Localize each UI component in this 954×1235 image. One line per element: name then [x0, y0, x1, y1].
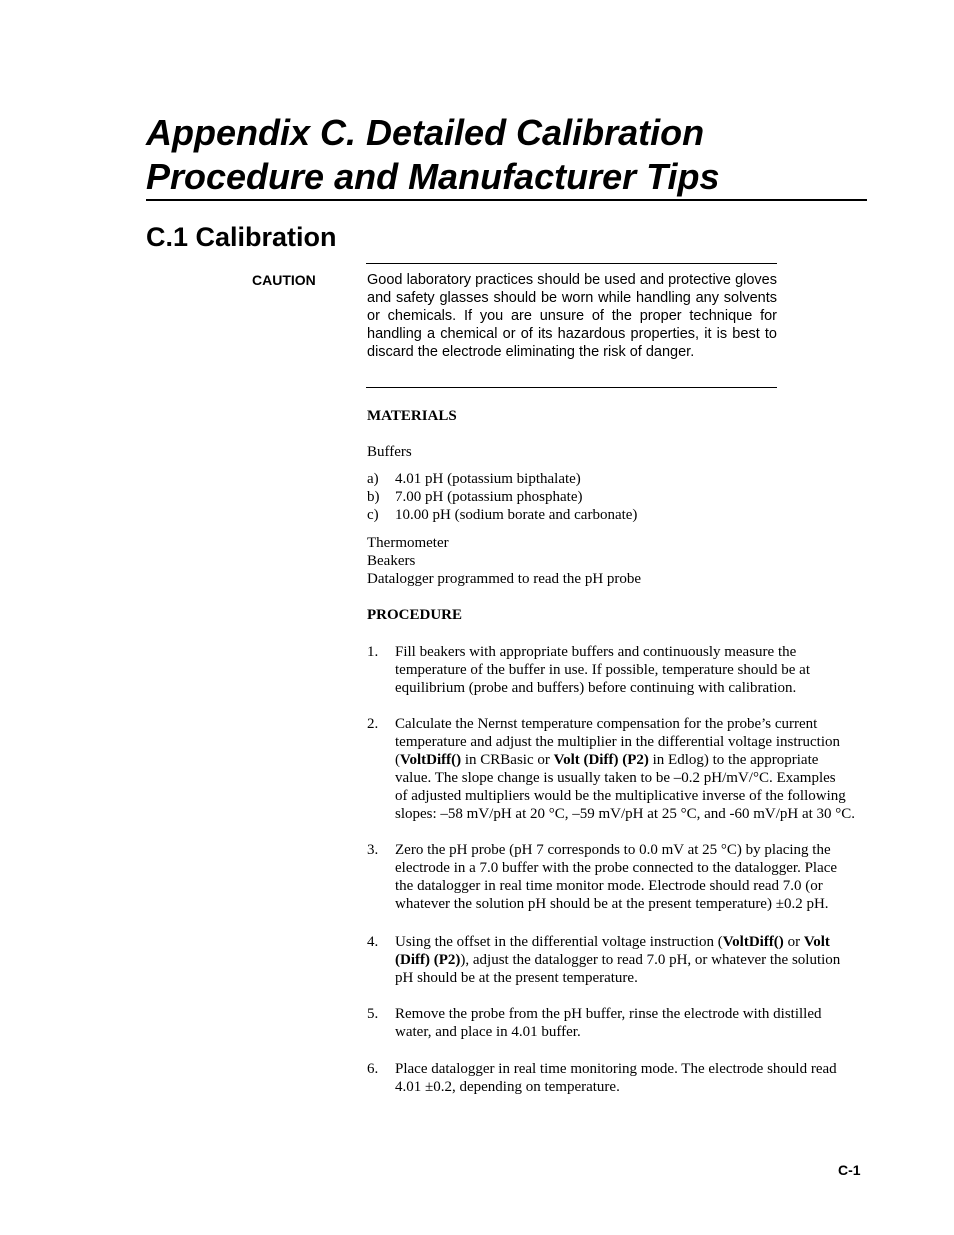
buffers-label: Buffers: [367, 444, 412, 460]
step-text-line: pH should be at the present temperature.: [395, 970, 638, 986]
instruction-voltdiff: VoltDiff(): [400, 752, 462, 768]
appendix-title-line-1: Appendix C. Detailed Calibration: [146, 112, 705, 153]
step-text-line: 4.01 ±0.2, depending on temperature.: [395, 1079, 620, 1095]
instruction-volt: Volt: [803, 934, 830, 950]
text-run: in CRBasic or: [461, 752, 554, 768]
caution-label: CAUTION: [252, 272, 316, 288]
list-item-text: 7.00 pH (potassium phosphate): [395, 489, 583, 505]
step-text-line: slopes: –58 mV/pH at 20 °C, –59 mV/pH at 25 °C, and -60 mV/pH at 30 °C.: [395, 806, 856, 822]
list-item-text: 4.01 pH (potassium bipthalate): [395, 471, 581, 487]
instruction-voltdiff: VoltDiff(): [722, 934, 784, 950]
step-text-line: temperature and adjust the multiplier in the differential voltage instruction: [395, 734, 841, 750]
text-run: Using the offset in the differential voltage instruction (: [395, 934, 723, 950]
other-materials: [367, 534, 877, 588]
step-text-line: water, and place in 4.01 buffer.: [395, 1024, 581, 1040]
step-number: 6.: [367, 1061, 379, 1077]
step-text-line: whatever the solution pH should be at the present temperature) ±0.2 pH.: [395, 896, 829, 912]
text-run: ), adjust the datalogger to read 7.0 pH, or whatever the solution: [460, 952, 841, 968]
procedure-step-5: [367, 1005, 877, 1041]
procedure-step-3: [367, 841, 877, 913]
list-marker: a): [367, 471, 379, 487]
step-text-line: [395, 933, 877, 951]
material-beakers: Beakers: [367, 553, 416, 569]
procedure-step-2: [367, 715, 877, 823]
step-text-line: temperature of the buffer in use. If possible, temperature should be at: [395, 662, 810, 678]
instruction-diff-p2: (Diff) (P2): [395, 952, 461, 968]
list-marker: c): [367, 507, 379, 523]
step-number: 3.: [367, 842, 379, 858]
list-item-text: 10.00 pH (sodium borate and carbonate): [395, 507, 638, 523]
step-text-line: equilibrium (probe and buffers) before continuing with calibration.: [395, 680, 797, 696]
step-text-line: Zero the pH probe (pH 7 corresponds to 0.0 mV at 25 °C) by placing the: [395, 842, 831, 858]
step-text-line: electrode in a 7.0 buffer with the probe connected to the datalogger. Place: [395, 860, 838, 876]
step-text-line: value. The slope change is usually taken to be –0.2 pH/mV/°C. Examples: [395, 770, 836, 786]
step-number: 2.: [367, 716, 379, 732]
list-item: [367, 488, 867, 506]
procedure-step-1: [367, 643, 877, 697]
text-run: (: [395, 752, 400, 768]
step-number: 1.: [367, 644, 379, 660]
section-title: C.1 Calibration: [146, 222, 337, 252]
step-text-line: of adjusted multipliers would be the multiplicative inverse of the following: [395, 788, 846, 804]
procedure-step-6: [367, 1060, 877, 1096]
caution-box: [366, 263, 777, 388]
material-thermometer: Thermometer: [367, 535, 449, 551]
materials-heading: MATERIALS: [367, 408, 457, 424]
text-run: or: [783, 934, 804, 950]
buffers-list: [367, 470, 867, 524]
appendix-title: [146, 111, 866, 199]
list-item: [367, 470, 867, 488]
step-text-line: Remove the probe from the pH buffer, rinse the electrode with distilled: [395, 1006, 822, 1022]
caution-text: Good laboratory practices should be used and protective gloves and safety glasses should be worn while handling any solvents or chemicals. If you are unsure of the proper technique for handling a chemical or of its hazardous properties, it is best to discard the electrode eliminating the risk of danger.: [367, 272, 777, 360]
step-number: 4.: [367, 934, 379, 950]
step-text-line: [395, 751, 877, 769]
step-text-line: Place datalogger in real time monitoring mode. The electrode should read: [395, 1061, 837, 1077]
step-number: 5.: [367, 1006, 379, 1022]
instruction-volt-diff-p2: Volt (Diff) (P2): [553, 752, 649, 768]
step-text-line: Fill beakers with appropriate buffers and continuously measure the: [395, 644, 797, 660]
list-item: [367, 506, 867, 524]
material-datalogger: Datalogger programmed to read the pH probe: [367, 571, 642, 587]
page-number: C-1: [838, 1162, 861, 1178]
title-rule: [146, 199, 867, 201]
text-run: in Edlog) to the appropriate: [648, 752, 819, 768]
list-marker: b): [367, 489, 380, 505]
appendix-title-line-2: Procedure and Manufacturer Tips: [146, 156, 720, 197]
procedure-heading: PROCEDURE: [367, 607, 463, 623]
step-text-line: [395, 951, 877, 969]
step-text-line: the datalogger in real time monitor mode. Electrode should read 7.0 (or: [395, 878, 823, 894]
step-text-line: Calculate the Nernst temperature compensation for the probe’s current: [395, 716, 818, 732]
procedure-step-4: [367, 933, 877, 987]
